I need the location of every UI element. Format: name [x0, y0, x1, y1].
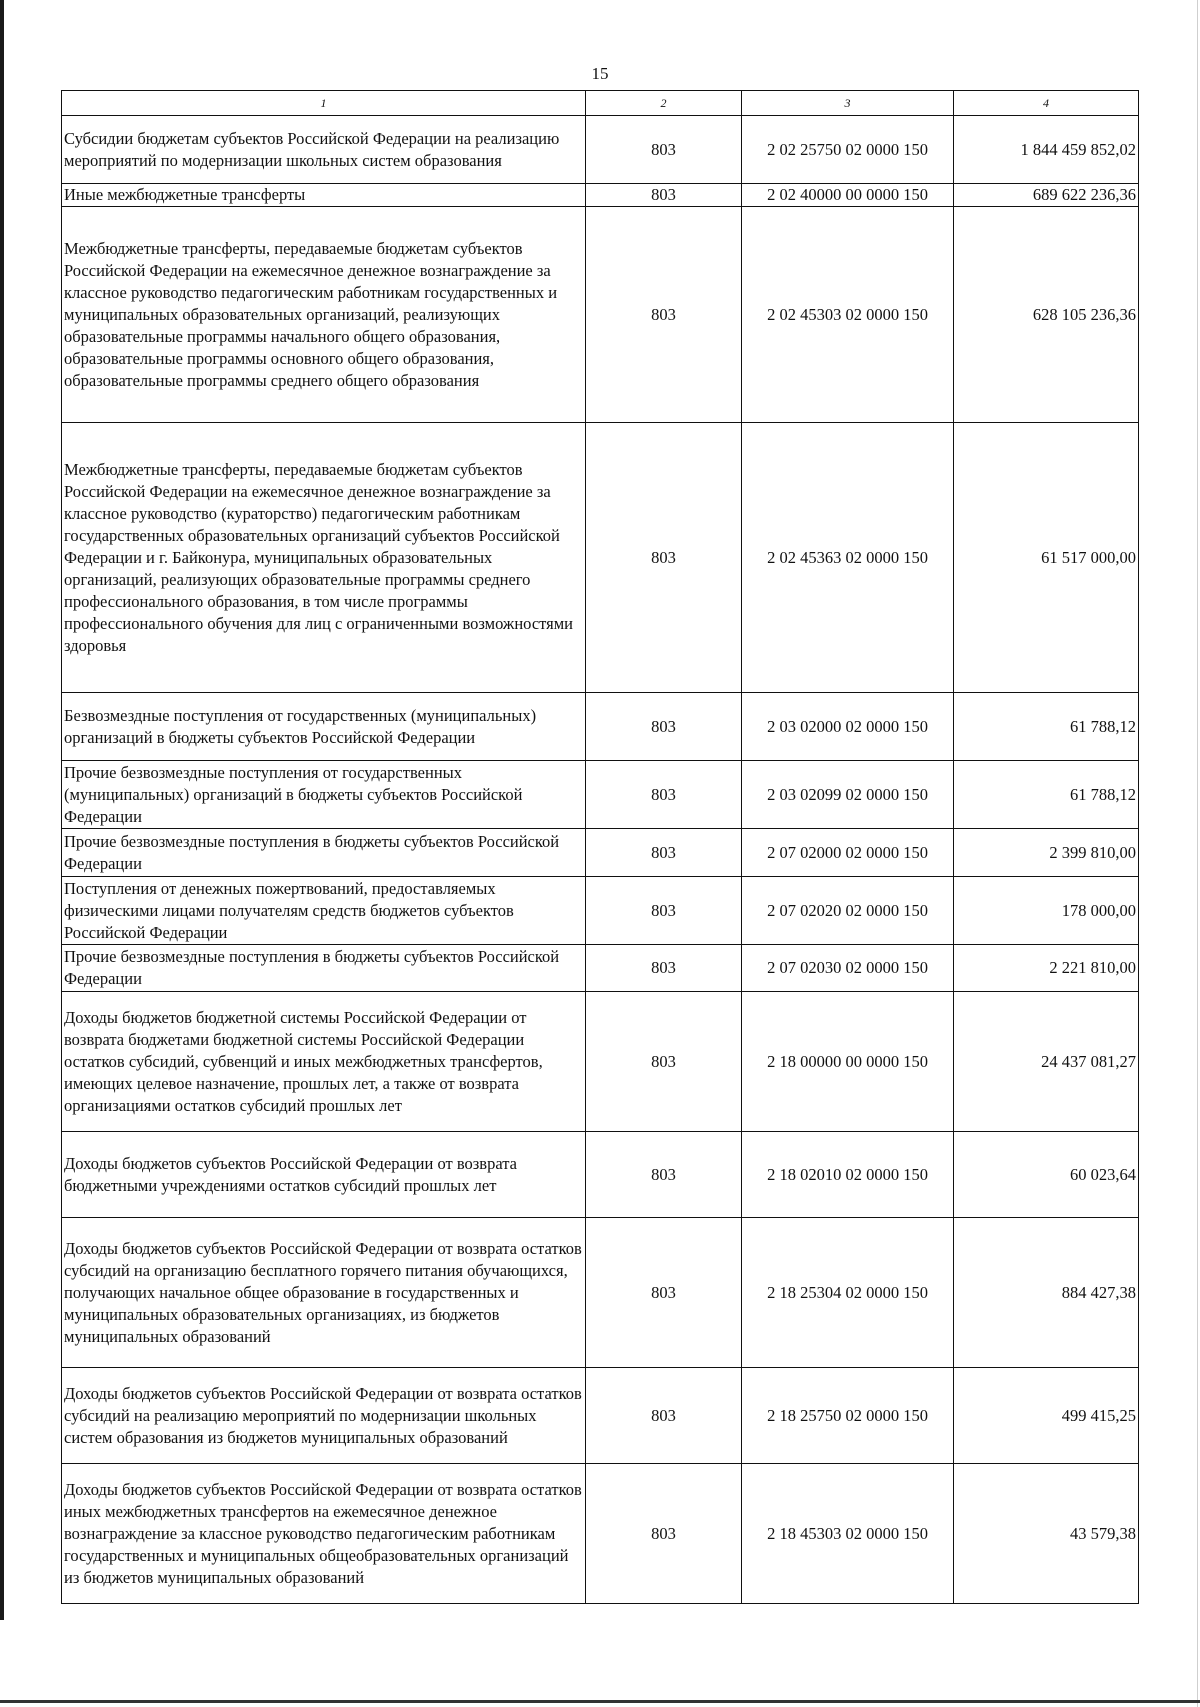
row-admin-code: 803 — [586, 1132, 742, 1218]
table-row — [62, 423, 1139, 693]
row-budget-code: 2 18 25304 02 0000 150 — [742, 1218, 954, 1368]
table-header-row — [62, 91, 1139, 116]
table-row — [62, 1218, 1139, 1368]
row-amount: 499 415,25 — [954, 1368, 1139, 1464]
row-name: Прочие безвозмездные поступления от государственных (муниципальных) организаций в бюджеты субъектов Российской Федерации — [62, 761, 586, 829]
table-row — [62, 945, 1139, 992]
row-admin-code: 803 — [586, 184, 742, 207]
row-budget-code: 2 18 25750 02 0000 150 — [742, 1368, 954, 1464]
column-header-4: 4 — [954, 91, 1139, 116]
page-number: 15 — [591, 64, 609, 83]
table-row — [62, 829, 1139, 877]
row-budget-code: 2 18 02010 02 0000 150 — [742, 1132, 954, 1218]
row-budget-code: 2 02 45363 02 0000 150 — [742, 423, 954, 693]
row-name: Прочие безвозмездные поступления в бюджеты субъектов Российской Федерации — [62, 945, 586, 992]
row-name: Доходы бюджетов субъектов Российской Федерации от возврата остатков субсидий на организацию бесплатного горячего питания обучающихся, получающих начальное общее образование в государственных и муниципальных образовательных организациях, из бюджетов муниципальных образований — [62, 1218, 586, 1368]
column-header-1: 1 — [62, 91, 586, 116]
scan-edge-bottom — [0, 1700, 1200, 1703]
row-budget-code: 2 07 02020 02 0000 150 — [742, 877, 954, 945]
row-admin-code: 803 — [586, 693, 742, 761]
scan-edge-right — [1197, 0, 1198, 1707]
row-amount: 43 579,38 — [954, 1464, 1139, 1604]
row-name: Межбюджетные трансферты, передаваемые бюджетам субъектов Российской Федерации на ежемесячное денежное вознаграждение за классное руководство (кураторство) педагогическим работникам государственных образовательных организаций субъектов Российской Федерации и г. Байконура, муниципальных образовательных организаций, реализующих образовательные программы среднего профессионального образования, в том числе программы профессионального обучения для лиц с ограниченными возможностями здоровья — [62, 423, 586, 693]
row-amount: 61 788,12 — [954, 693, 1139, 761]
row-admin-code: 803 — [586, 1218, 742, 1368]
row-amount: 689 622 236,36 — [954, 184, 1139, 207]
table-row — [62, 1132, 1139, 1218]
row-amount: 60 023,64 — [954, 1132, 1139, 1218]
row-budget-code: 2 02 45303 02 0000 150 — [742, 207, 954, 423]
table-row — [62, 761, 1139, 829]
row-budget-code: 2 03 02099 02 0000 150 — [742, 761, 954, 829]
row-admin-code: 803 — [586, 1464, 742, 1604]
table-row — [62, 877, 1139, 945]
row-name: Доходы бюджетов субъектов Российской Федерации от возврата бюджетными учреждениями остатков субсидий прошлых лет — [62, 1132, 586, 1218]
row-admin-code: 803 — [586, 761, 742, 829]
row-budget-code: 2 18 00000 00 0000 150 — [742, 992, 954, 1132]
scan-edge-left — [0, 0, 4, 1620]
table-row — [62, 992, 1139, 1132]
row-budget-code: 2 03 02000 02 0000 150 — [742, 693, 954, 761]
row-name: Субсидии бюджетам субъектов Российской Федерации на реализацию мероприятий по модернизации школьных систем образования — [62, 116, 586, 184]
row-admin-code: 803 — [586, 207, 742, 423]
table-row — [62, 116, 1139, 184]
row-name: Доходы бюджетов бюджетной системы Российской Федерации от возврата бюджетами бюджетной системы Российской Федерации остатков субсидий, субвенций и иных межбюджетных трансфертов, имеющих целевое назначение, прошлых лет, а также от возврата организациями остатков субсидий прошлых лет — [62, 992, 586, 1132]
row-budget-code: 2 02 40000 00 0000 150 — [742, 184, 954, 207]
row-budget-code: 2 18 45303 02 0000 150 — [742, 1464, 954, 1604]
row-name: Межбюджетные трансферты, передаваемые бюджетам субъектов Российской Федерации на ежемесячное денежное вознаграждение за классное руководство педагогическим работникам государственных и муниципальных образовательных организаций, реализующих образовательные программы начального общего образования, образовательные программы основного общего образования, образовательные программы среднего общего образования — [62, 207, 586, 423]
row-amount: 2 221 810,00 — [954, 945, 1139, 992]
row-admin-code: 803 — [586, 945, 742, 992]
row-amount: 884 427,38 — [954, 1218, 1139, 1368]
row-admin-code: 803 — [586, 423, 742, 693]
row-admin-code: 803 — [586, 877, 742, 945]
row-name: Безвозмездные поступления от государственных (муниципальных) организаций в бюджеты субъектов Российской Федерации — [62, 693, 586, 761]
table-row — [62, 1464, 1139, 1604]
row-admin-code: 803 — [586, 829, 742, 877]
row-admin-code: 803 — [586, 1368, 742, 1464]
table-row — [62, 693, 1139, 761]
row-name: Доходы бюджетов субъектов Российской Федерации от возврата остатков субсидий на реализацию мероприятий по модернизации школьных систем образования из бюджетов муниципальных образований — [62, 1368, 586, 1464]
revenue-table — [61, 90, 1139, 1604]
column-header-2: 2 — [586, 91, 742, 116]
row-amount: 178 000,00 — [954, 877, 1139, 945]
row-name: Иные межбюджетные трансферты — [62, 184, 586, 207]
row-amount: 24 437 081,27 — [954, 992, 1139, 1132]
row-admin-code: 803 — [586, 116, 742, 184]
row-amount: 628 105 236,36 — [954, 207, 1139, 423]
row-budget-code: 2 02 25750 02 0000 150 — [742, 116, 954, 184]
column-header-3: 3 — [742, 91, 954, 116]
table-row — [62, 184, 1139, 207]
row-budget-code: 2 07 02000 02 0000 150 — [742, 829, 954, 877]
row-amount: 2 399 810,00 — [954, 829, 1139, 877]
row-amount: 61 517 000,00 — [954, 423, 1139, 693]
row-amount: 1 844 459 852,02 — [954, 116, 1139, 184]
row-admin-code: 803 — [586, 992, 742, 1132]
row-name: Доходы бюджетов субъектов Российской Федерации от возврата остатков иных межбюджетных трансфертов на ежемесячное денежное вознаграждение за классное руководство педагогическим работникам государственных и муниципальных общеобразовательных организаций из бюджетов муниципальных образований — [62, 1464, 586, 1604]
row-name: Поступления от денежных пожертвований, предоставляемых физическими лицами получателям средств бюджетов субъектов Российской Федерации — [62, 877, 586, 945]
row-name: Прочие безвозмездные поступления в бюджеты субъектов Российской Федерации — [62, 829, 586, 877]
row-amount: 61 788,12 — [954, 761, 1139, 829]
table-row — [62, 1368, 1139, 1464]
row-budget-code: 2 07 02030 02 0000 150 — [742, 945, 954, 992]
table-row — [62, 207, 1139, 423]
